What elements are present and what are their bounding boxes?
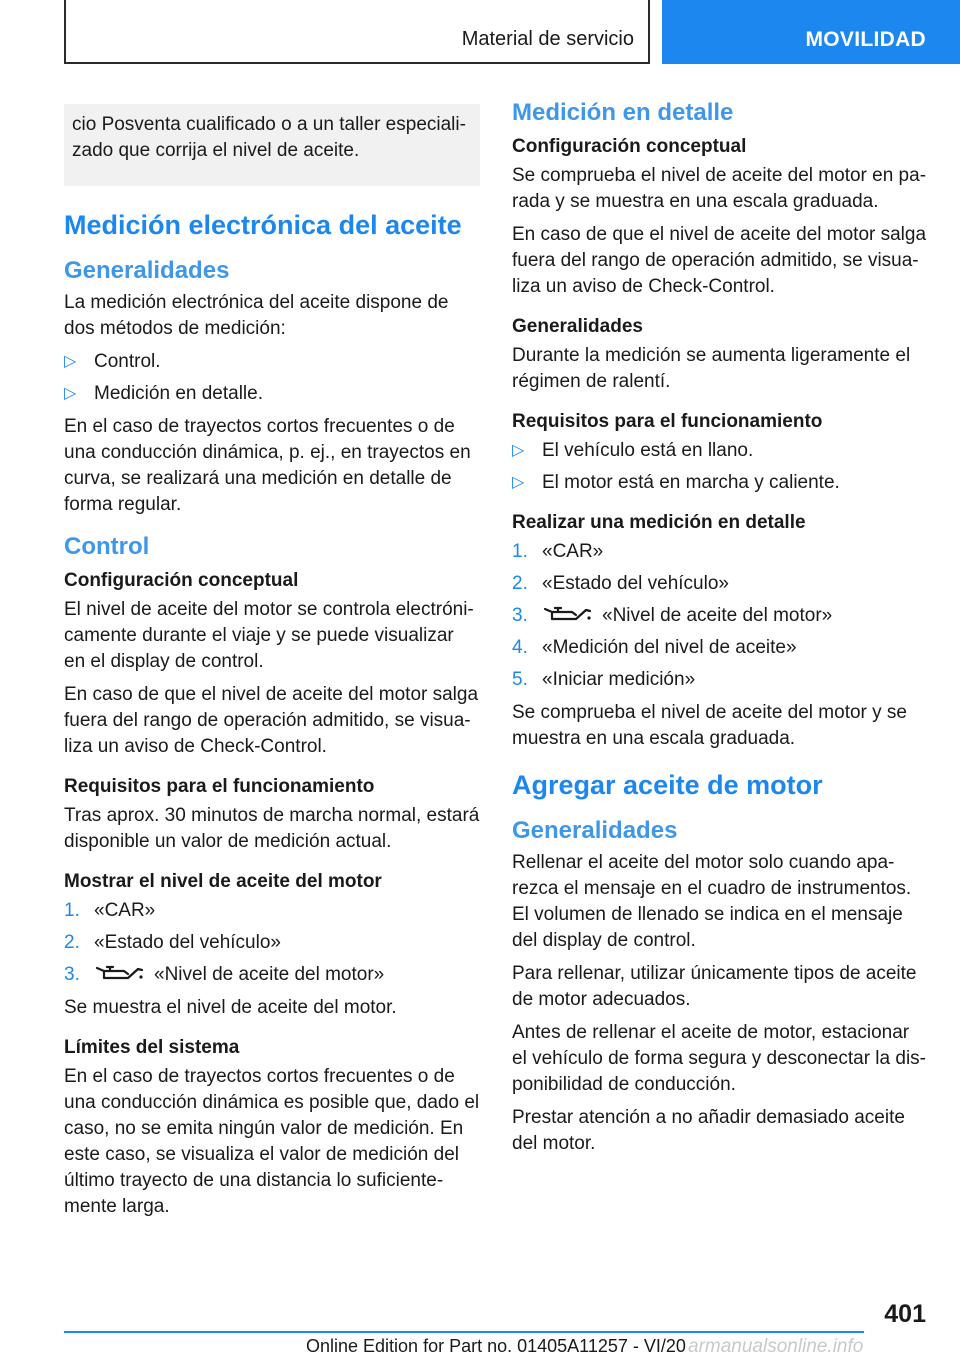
paragraph-concept-1: Se comprueba el nivel de aceite del motor en pa-rada y se muestra en una escala graduada. xyxy=(512,165,927,212)
page-number: 401 xyxy=(884,1300,926,1328)
paragraph-gen-text: En el caso de trayectos cortos frecuentes o de una conducción dinámica, p. ej., en trayectos en curva, se realizará una medición en detalle de forma regular. xyxy=(64,416,471,515)
list-item: 3. «Nivel de aceite del motor» xyxy=(512,605,833,626)
list-item: 1. «CAR» xyxy=(64,900,156,921)
right-column xyxy=(512,98,928,1164)
show-steps-list xyxy=(64,898,480,988)
paragraph-do-result: Se comprueba el nivel de aceite del motor y se muestra en una escala graduada. xyxy=(512,702,907,749)
header-section-title: Material de servicio xyxy=(461,28,634,50)
paragraph-requirements: Tras aprox. 30 minutos de marcha normal, estará disponible un valor de medición actual. xyxy=(64,805,480,852)
list-item: 4. «Medición del nivel de aceite» xyxy=(512,637,797,658)
left-column xyxy=(64,104,480,1227)
paragraph-concept-2: En caso de que el nivel de aceite del motor salga fuera del rango de operación admitido, se visua-liza un aviso de Check-Control. xyxy=(64,684,479,757)
list-item: 5. «Iniciar medición» xyxy=(512,669,696,690)
list-item: 2. «Estado del vehículo» xyxy=(512,573,729,594)
heading-generalidades: Generalidades xyxy=(64,257,230,284)
header-chapter-title: MOVILIDAD xyxy=(805,28,926,51)
paragraph-add-1: Rellenar el aceite del motor solo cuando apa-rezca el mensaje en el cuadro de instrumentos. El volumen de llenado se indica en el mensaje del display de control. xyxy=(512,852,912,951)
heading-generalidades: Generalidades xyxy=(512,316,643,337)
paragraph-add-2: Para rellenar, utilizar únicamente tipos de aceite de motor adecuados. xyxy=(512,963,917,1010)
heading-generalidades-add: Generalidades xyxy=(512,817,678,844)
requirements-list xyxy=(512,438,928,496)
paragraph-show-result: Se muestra el nivel de aceite del motor. xyxy=(64,997,397,1018)
heading-show-oil-level: Mostrar el nivel de aceite del motor xyxy=(64,871,382,892)
heading-requirements: Requisitos para el funcionamiento xyxy=(64,776,375,797)
paragraph-add-3: Antes de rellenar el aceite de motor, estacionar el vehículo de forma segura y desconectar la dis-ponibilidad de conducción. xyxy=(512,1022,926,1095)
paragraph-system-limits: En el caso de trayectos cortos frecuentes o de una conducción dinámica es posible que, dado el caso, no se emita ningún valor de medición. En este caso, se visualiza el valor de medición del último trayecto de una distancia lo suficiente-mente larga. xyxy=(64,1066,480,1217)
list-item: ▷ El vehículo está en llano. xyxy=(512,438,928,464)
list-item: 1. «CAR» xyxy=(512,541,604,562)
oil-can-icon xyxy=(542,603,592,625)
heading-concept: Configuración conceptual xyxy=(64,570,299,591)
heading-control: Control xyxy=(64,533,150,560)
list-item: 3. «Nivel de aceite del motor» xyxy=(64,964,385,985)
section-title-electronic-oil: Medición electrónica del aceite xyxy=(64,210,462,240)
header-section-box xyxy=(64,0,650,64)
header-chapter-box xyxy=(662,0,960,64)
shaded-note: cio Posventa cualificado o a un taller especiali-zado que corrija el nivel de aceite. xyxy=(64,104,480,186)
heading-system-limits: Límites del sistema xyxy=(64,1037,240,1058)
watermark: armanualsonline.info xyxy=(688,1336,864,1357)
heading-detail-measurement: Medición en detalle xyxy=(512,99,734,126)
triangle-right-icon: ▷ xyxy=(64,385,77,402)
list-item: ▷ Control. xyxy=(64,349,480,375)
list-item: 2. «Estado del vehículo» xyxy=(64,932,281,953)
triangle-right-icon: ▷ xyxy=(512,442,525,459)
section-title-add-oil: Agregar aceite de motor xyxy=(512,770,823,800)
footer-edition: Online Edition for Part no. 01405A11257 - VI/20 xyxy=(306,1336,686,1356)
heading-concept: Configuración conceptual xyxy=(512,136,747,157)
paragraph-gen-intro: La medición electrónica del aceite dispone de dos métodos de medición: xyxy=(64,292,449,339)
do-steps-list xyxy=(512,539,928,693)
paragraph-concept-2: En caso de que el nivel de aceite del motor salga fuera del rango de operación admitido, se visua-liza un aviso de Check-Control. xyxy=(512,224,927,297)
oil-can-icon xyxy=(94,962,144,984)
triangle-right-icon: ▷ xyxy=(512,474,525,491)
triangle-right-icon: ▷ xyxy=(64,353,77,370)
heading-requirements: Requisitos para el funcionamiento xyxy=(512,411,823,432)
methods-list xyxy=(64,349,480,407)
paragraph-concept-1: El nivel de aceite del motor se controla electróni-camente durante el viaje y se puede visualizar en el display de control. xyxy=(64,599,474,672)
paragraph-gen-text: Durante la medición se aumenta ligeramente el régimen de ralentí. xyxy=(512,345,911,392)
paragraph-add-4: Prestar atención a no añadir demasiado aceite del motor. xyxy=(512,1107,905,1154)
list-item: ▷ Medición en detalle. xyxy=(64,381,480,407)
list-item: ▷ El motor está en marcha y caliente. xyxy=(512,470,928,496)
heading-do-measurement: Realizar una medición en detalle xyxy=(512,512,806,533)
footer-divider xyxy=(64,1331,864,1333)
